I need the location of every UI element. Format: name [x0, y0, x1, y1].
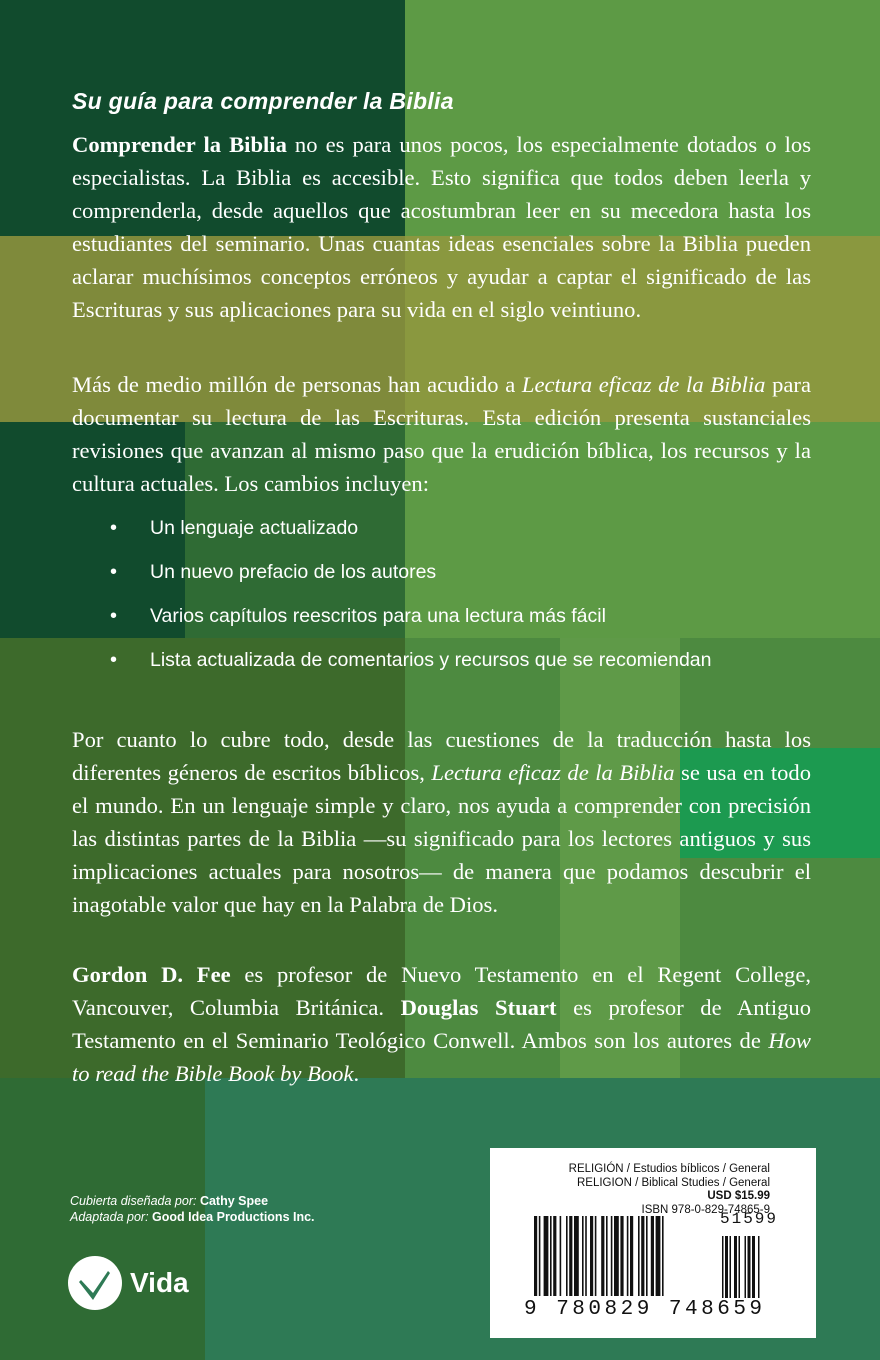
sentence-end: . [353, 1061, 360, 1086]
barcode-bar [606, 1216, 608, 1296]
barcode-bar [582, 1216, 584, 1296]
barcode-bar [611, 1216, 613, 1296]
barcode-bar [620, 1216, 623, 1296]
author-bio: es profesor de Nuevo Testamento en el Regent College, Vancouver, Columbia Británica. [72, 962, 812, 1020]
barcode-bar [614, 1216, 619, 1296]
barcode-bar [560, 1216, 562, 1296]
barcode-bar [651, 1216, 654, 1296]
paragraph-authors [72, 958, 811, 1090]
adapted-credit-name: Good Idea Productions Inc. [152, 1210, 315, 1224]
publisher-name: Vida [130, 1267, 189, 1298]
barcode-bar [585, 1216, 587, 1296]
bullet-glyph: • [110, 605, 118, 627]
author-name: Gordon D. Fee [72, 962, 231, 987]
barcode-panel [490, 1148, 816, 1338]
paragraph-usage [72, 723, 811, 921]
list-item-text: Un nuevo prefacio de los autores [150, 561, 437, 583]
book-title-italic: Lectura eficaz de la Biblia [521, 372, 766, 397]
design-credits [70, 1193, 315, 1225]
barcode-addon-bar [745, 1236, 747, 1298]
paragraph-usage-before: Por cuanto lo cubre todo, desde las cuestiones de la traducción hasta los diferentes géneros de escritos bíblicos, [72, 727, 811, 785]
credit-separator: : [193, 1194, 200, 1208]
paragraph-editions-before: Más de medio millón de personas han acudido a [72, 372, 522, 397]
barcode-addon-digits: 51599 [720, 1210, 779, 1228]
barcode-bar [566, 1216, 568, 1296]
list-item [110, 644, 750, 676]
barcode-bar [630, 1216, 633, 1296]
bullet-glyph: • [110, 649, 118, 671]
barcode-addon-bar [739, 1236, 741, 1298]
category-spanish: RELIGIÓN / Estudios bíblicos / General [568, 1163, 770, 1175]
other-book-title: How to read the Bible Book by Book [72, 1028, 811, 1086]
list-item [110, 600, 750, 632]
adapted-credit [70, 1209, 315, 1225]
barcode-bar [539, 1216, 541, 1296]
barcode-addon-bar [734, 1236, 737, 1298]
barcode-bar [544, 1216, 549, 1296]
bullet-glyph: • [110, 517, 118, 539]
barcode-bar [534, 1216, 537, 1296]
barcode-info [569, 1163, 770, 1217]
cover-credit-label: Cubierta diseñada por [70, 1194, 193, 1208]
adapted-credit-label: Adaptada por [70, 1210, 146, 1224]
publisher-logo [68, 1256, 189, 1310]
barcode-bar [601, 1216, 604, 1296]
author-name: Douglas Stuart [400, 995, 557, 1020]
barcode-bar [595, 1216, 597, 1296]
cover-credit [70, 1193, 315, 1209]
barcode-bar [553, 1216, 556, 1296]
barcode-bar [656, 1216, 661, 1296]
barcode-bar [638, 1216, 640, 1296]
barcode-bar [627, 1216, 629, 1296]
list-item-text: Varios capítulos reescritos para una lectura más fácil [150, 605, 606, 627]
paragraph-editions-after: para documentar su lectura de las Escrituras. Esta edición presenta sustanciales revisiones que avanzan al mismo paso que la erudición bíblica, los recursos y la cultura actuales. Los cambios incluyen: [72, 372, 811, 496]
barcode-bar [550, 1216, 552, 1296]
credit-separator: : [145, 1210, 153, 1224]
list-item-text: Un lenguaje actualizado [150, 517, 359, 539]
list-item-text: Lista actualizada de comentarios y recursos que se recomiendan [150, 649, 712, 671]
bullet-glyph: • [110, 561, 118, 583]
isbn: ISBN 978-0-829-74865-9 [641, 1203, 770, 1216]
barcode-bar [641, 1216, 644, 1296]
price: USD $15.99 [707, 1190, 770, 1202]
paragraph-intro [72, 128, 811, 326]
barcode-bar [590, 1216, 593, 1296]
barcode-addon-bar [752, 1236, 755, 1298]
book-name-bold: Comprender la Biblia [72, 132, 287, 157]
barcode-bar [569, 1216, 572, 1296]
vida-arrow-icon [68, 1256, 122, 1310]
paragraph-intro-text: no es para unos pocos, los especialmente dotados o los especialistas. La Biblia es accesible. Esto significa que todos deben leerla y comprenderla, desde aquellos que acostumbran leer en su mecedora hasta los estudiantes del seminario. Unas cuantas ideas esenciales sobre la Biblia pueden aclarar muchísimos conceptos erróneos y ayudar a captar el significado de las Escrituras y sus aplicaciones para su vida en el siglo veintiuno. [72, 132, 811, 322]
list-item [110, 556, 750, 588]
barcode-bar [574, 1216, 579, 1296]
barcode-digits: 9 780829 748659 [524, 1298, 766, 1321]
barcode-addon-bar [722, 1236, 724, 1298]
changes-list [110, 512, 750, 688]
barcode-bar [646, 1216, 648, 1296]
barcode-addon-bar [725, 1236, 728, 1298]
paragraph-editions [72, 368, 811, 500]
barcode-addon-bar [730, 1236, 732, 1298]
barcode-addon-bar [748, 1236, 751, 1298]
cover-credit-name: Cathy Spee [199, 1194, 269, 1208]
list-item [110, 512, 750, 544]
vida-logo-icon [68, 1256, 122, 1310]
category-english: RELIGION / Biblical Studies / General [576, 1176, 770, 1189]
book-title-italic: Lectura eficaz de la Biblia [431, 760, 675, 785]
paragraph-usage-after: se usa en todo el mundo. En un lenguaje simple y claro, nos ayuda a comprender con precisión las distintas partes de la Biblia —su significado para los lectores antiguos y sus implicaciones actuales para nosotros— de manera que podamos descubrir el inagotable valor que hay en la Palabra de Dios. [72, 760, 811, 917]
barcode-addon-bar [758, 1236, 760, 1298]
barcode-bar [662, 1216, 664, 1296]
author-bio: es profesor de Antiguo Testamento en el Seminario Teológico Conwell. Ambos son los autores de [72, 995, 811, 1053]
tagline: Su guía para comprender la Biblia [72, 88, 454, 114]
barcode-image [534, 1216, 774, 1300]
